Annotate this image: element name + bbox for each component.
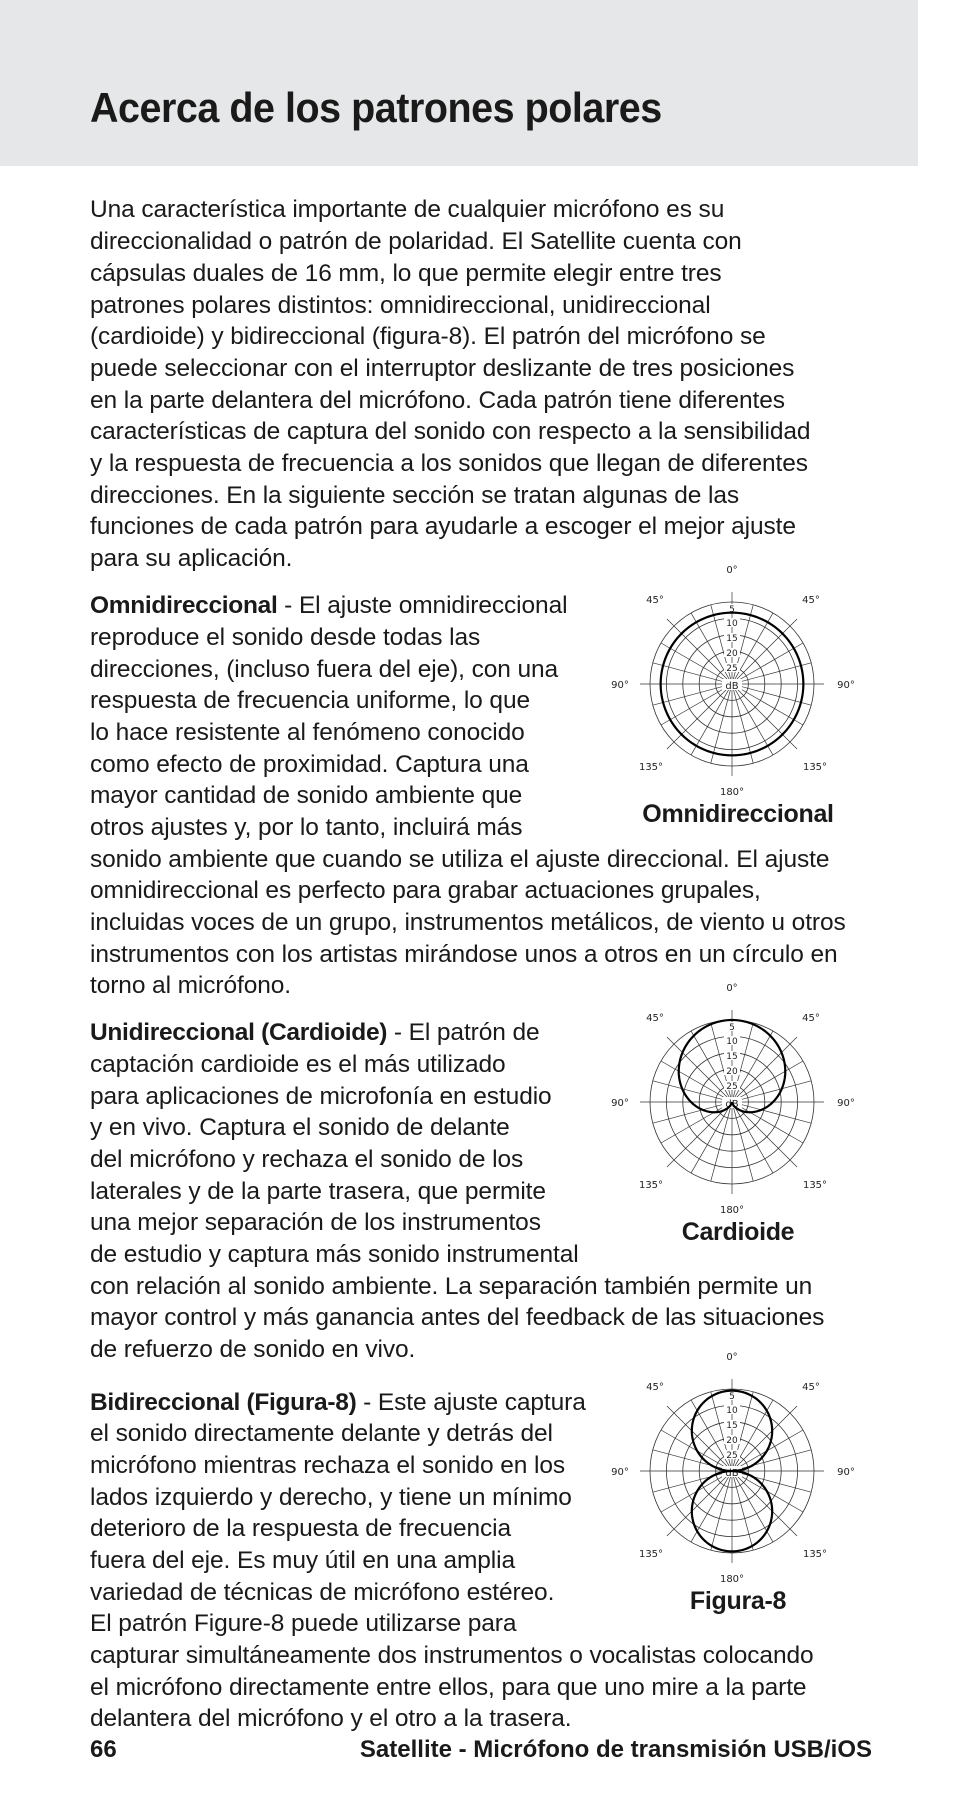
ring-label: 15	[726, 634, 738, 644]
ring-label: 20	[726, 1436, 738, 1446]
figure8-line: variedad de técnicas de micrófono estéreo.	[90, 1579, 555, 1606]
omni-caption: Omnidireccional	[642, 800, 834, 828]
ring-label: 20	[726, 1067, 738, 1077]
cardioid-line: y en vivo. Captura el sonido de delante	[90, 1114, 510, 1141]
angle-label-45-right: 45°	[802, 595, 820, 606]
ring-label: 5	[729, 1392, 735, 1402]
intro-line: cápsulas duales de 16 mm, lo que permite elegir entre tres	[90, 260, 722, 287]
db-label: dB	[725, 681, 739, 692]
omni-line: incluidas voces de un grupo, instrumentos metálicos, de viento u otros	[90, 909, 846, 936]
angle-label-90-left: 90°	[611, 680, 629, 691]
angle-label-45-right: 45°	[802, 1382, 820, 1393]
omni-line: sonido ambiente que cuando se utiliza el ajuste direccional. El ajuste	[90, 846, 830, 873]
intro-line: y la respuesta de frecuencia a los sonidos que llegan de diferentes	[90, 450, 808, 477]
cardioid-first-text: - El patrón de	[387, 1019, 540, 1046]
omni-polar-diagram	[602, 560, 862, 820]
ring-label: 25	[726, 1451, 738, 1461]
angle-label-0: 0°	[726, 565, 738, 576]
omni-line: mayor cantidad de sonido ambiente que	[90, 782, 523, 809]
cardioid-line: del micrófono y rechaza el sonido de los	[90, 1146, 524, 1173]
omni-line: otros ajustes y, por lo tanto, incluirá más	[90, 814, 523, 841]
cardioid-first-line	[90, 1017, 540, 1049]
angle-label-135-right: 135°	[802, 1549, 828, 1560]
page-number: 66	[90, 1736, 117, 1763]
angle-label-90-left: 90°	[611, 1467, 629, 1478]
angle-label-45-left: 45°	[646, 1382, 664, 1393]
angle-label-45-right: 45°	[802, 1013, 820, 1024]
ring-label: 10	[726, 1406, 738, 1416]
intro-line: puede seleccionar con el interruptor deslizante de tres posiciones	[90, 355, 795, 382]
angle-label-135-right: 135°	[802, 1180, 828, 1191]
intro-line: características de captura del sonido con respecto a la sensibilidad	[90, 418, 811, 445]
intro-line: para su aplicación.	[90, 545, 293, 572]
angle-label-180: 180°	[719, 1205, 745, 1216]
cardioid-line: una mejor separación de los instrumentos	[90, 1209, 541, 1236]
figure8-line: fuera del eje. Es muy útil en una amplia	[90, 1547, 515, 1574]
omni-line: reproduce el sonido desde todas las	[90, 624, 481, 651]
figure8-line: el sonido directamente delante y detrás del	[90, 1420, 553, 1447]
angle-label-90-right: 90°	[837, 1467, 855, 1478]
intro-line: direcciones. En la siguiente sección se tratan algunas de las	[90, 482, 739, 509]
cardioid-line: mayor control y más ganancia antes del feedback de las situaciones	[90, 1304, 825, 1331]
intro-line: (cardioide) y bidireccional (figura-8). El patrón del micrófono se	[90, 323, 766, 350]
angle-label-135-left: 135°	[638, 1549, 664, 1560]
omni-line: torno al micrófono.	[90, 972, 292, 999]
omni-line: respuesta de frecuencia uniforme, lo que	[90, 687, 530, 714]
omni-line: omnidireccional es perfecto para grabar actuaciones grupales,	[90, 877, 761, 904]
intro-line: en la parte delantera del micrófono. Cada patrón tiene diferentes	[90, 387, 785, 414]
angle-label-45-left: 45°	[646, 1013, 664, 1024]
angle-label-90-left: 90°	[611, 1098, 629, 1109]
angle-label-90-right: 90°	[837, 680, 855, 691]
angle-label-135-right: 135°	[802, 762, 828, 773]
intro-line: Una característica importante de cualquier micrófono es su	[90, 196, 725, 223]
angle-label-0: 0°	[726, 983, 738, 994]
cardioid-term: Unidireccional (Cardioide)	[90, 1019, 388, 1046]
omni-line: como efecto de proximidad. Captura una	[90, 751, 529, 778]
figure8-first-text: - Este ajuste captura	[356, 1389, 586, 1416]
angle-label-0: 0°	[726, 1352, 738, 1363]
intro-line: patrones polares distintos: omnidireccional, unidireccional	[90, 292, 711, 319]
angle-label-180: 180°	[719, 1574, 745, 1585]
cardioid-line: laterales y de la parte trasera, que permite	[90, 1178, 546, 1205]
angle-label-90-right: 90°	[837, 1098, 855, 1109]
db-label: dB	[725, 1099, 739, 1110]
cardioid-caption: Cardioide	[681, 1218, 795, 1246]
ring-label: 25	[726, 1082, 738, 1092]
ring-label: 25	[726, 664, 738, 674]
ring-label: 10	[726, 619, 738, 629]
angle-label-135-left: 135°	[638, 762, 664, 773]
ring-label: 10	[726, 1037, 738, 1047]
figure8-line: micrófono mientras rechaza el sonido en los	[90, 1452, 566, 1479]
omni-line: lo hace resistente al fenómeno conocido	[90, 719, 525, 746]
ring-label: 5	[729, 1023, 735, 1033]
omni-line: instrumentos con los artistas mirándose unos a otros en un círculo en	[90, 941, 838, 968]
angle-label-45-left: 45°	[646, 595, 664, 606]
polar-grid-svg	[602, 978, 862, 1238]
figure8-line: deterioro de la respuesta de frecuencia	[90, 1515, 512, 1542]
omni-first-text: - El ajuste omnidireccional	[277, 592, 568, 619]
db-label: dB	[725, 1468, 739, 1479]
footer-product: Satellite - Micrófono de transmisión USB/iOS	[359, 1736, 872, 1763]
cardioid-polar-diagram	[602, 978, 862, 1238]
ring-label: 15	[726, 1052, 738, 1062]
cardioid-line: para aplicaciones de microfonía en estudio	[90, 1083, 552, 1110]
ring-label: 15	[726, 1421, 738, 1431]
cardioid-line: de refuerzo de sonido en vivo.	[90, 1336, 416, 1363]
figure8-term: Bidireccional (Figura-8)	[90, 1389, 357, 1416]
polar-grid-svg	[602, 1347, 862, 1607]
cardioid-line: con relación al sonido ambiente. La separación también permite un	[90, 1273, 813, 1300]
figure8-line: el micrófono directamente entre ellos, para que uno mire a la parte	[90, 1674, 807, 1701]
page-title: Acerca de los patrones polares	[90, 84, 662, 131]
figure8-caption: Figura-8	[689, 1587, 787, 1615]
cardioid-line: de estudio y captura más sonido instrumental	[90, 1241, 579, 1268]
figure8-polar-diagram	[602, 1347, 862, 1607]
ring-label: 20	[726, 649, 738, 659]
angle-label-135-left: 135°	[638, 1180, 664, 1191]
omni-line: direcciones, (incluso fuera del eje), con una	[90, 656, 559, 683]
figure8-line: capturar simultáneamente dos instrumentos o vocalistas colocando	[90, 1642, 814, 1669]
intro-line: funciones de cada patrón para ayudarle a escoger el mejor ajuste	[90, 513, 796, 540]
omni-first-line	[90, 590, 567, 622]
figure8-first-line	[90, 1387, 586, 1419]
angle-label-180: 180°	[719, 787, 745, 798]
ring-label: 5	[729, 605, 735, 615]
figure8-line: El patrón Figure-8 puede utilizarse para	[90, 1610, 517, 1637]
intro-line: direccionalidad o patrón de polaridad. El Satellite cuenta con	[90, 228, 742, 255]
figure8-line: lados izquierdo y derecho, y tiene un mínimo	[90, 1484, 572, 1511]
cardioid-line: captación cardioide es el más utilizado	[90, 1051, 506, 1078]
figure8-line: delantera del micrófono y el otro a la trasera.	[90, 1705, 572, 1732]
polar-grid-svg	[602, 560, 862, 820]
omni-term: Omnidireccional	[90, 592, 278, 619]
